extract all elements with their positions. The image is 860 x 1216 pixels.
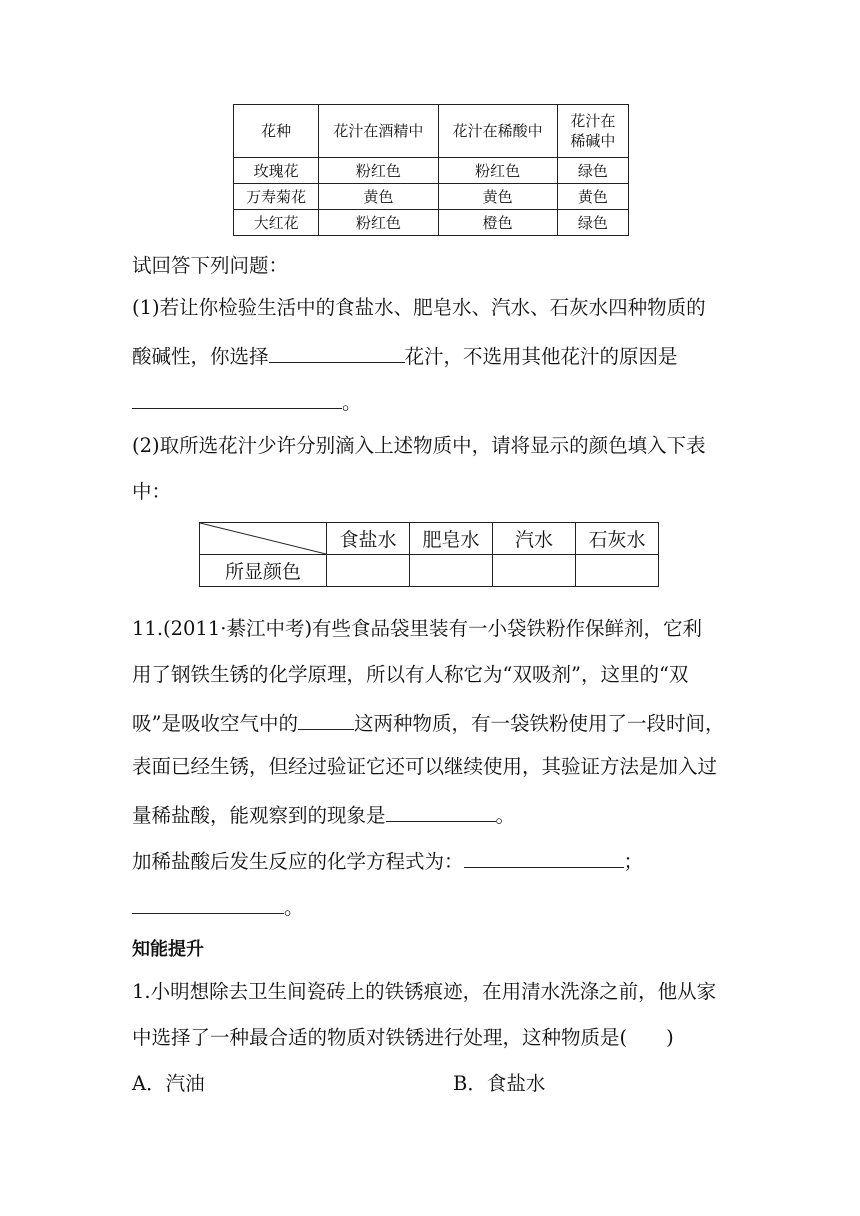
- q11-text-c: 量稀盐酸，能观察到的现象是: [132, 804, 386, 827]
- table-header-cell: 石灰水: [576, 523, 659, 555]
- q11-text-a: 吸”是吸收空气中的: [132, 712, 298, 735]
- diagonal-corner-cell: [200, 523, 327, 555]
- table-row: [234, 210, 629, 236]
- q2-line1: (2)取所选花汁少许分别滴入上述物质中，请将显示的颜色填入下表: [132, 434, 706, 457]
- answer-cell[interactable]: [327, 555, 410, 587]
- table-row: [234, 158, 629, 184]
- table-cell: 橙色: [438, 210, 557, 236]
- row-label: 所显颜色: [200, 555, 327, 587]
- table-cell: 粉红色: [319, 210, 438, 236]
- diagonal-line: [200, 523, 326, 554]
- answer-blank[interactable]: [132, 388, 342, 409]
- table-header-cell: 花种: [234, 105, 319, 158]
- answer-blank[interactable]: [298, 709, 354, 730]
- table-cell: 绿色: [557, 210, 628, 236]
- table-header-row: [200, 523, 659, 555]
- table-row: [200, 555, 659, 587]
- table-cell: 黄色: [319, 184, 438, 210]
- q11-line7: [132, 893, 304, 920]
- q1-line2: [132, 342, 678, 369]
- table-header-cell: [557, 105, 628, 158]
- q11-line6: [132, 847, 643, 874]
- answer-cell[interactable]: [410, 555, 493, 587]
- table-row: [234, 184, 629, 210]
- q1-line3: [132, 388, 362, 415]
- option-a[interactable]: A．汽油: [132, 1072, 205, 1095]
- q11-end: 。: [495, 804, 516, 827]
- table-cell: 黄色: [557, 184, 628, 210]
- p1-line1: 1.小明想除去卫生间瓷砖上的铁锈痕迹，在用清水洗涤之前，他从家: [132, 980, 717, 1003]
- header-line: 花汁在: [570, 112, 616, 130]
- table-cell: 粉红色: [319, 158, 438, 184]
- q11-line4: 表面已经生锈，但经过验证它还可以继续使用，其验证方法是加入过: [132, 755, 718, 778]
- table-cell: 玫瑰花: [234, 158, 319, 184]
- table-cell: 大红花: [234, 210, 319, 236]
- table-header-cell: 花汁在稀酸中: [438, 105, 557, 158]
- answer-cell[interactable]: [493, 555, 576, 587]
- table-header-cell: 肥皂水: [410, 523, 493, 555]
- q11-text-b: 这两种物质，有一袋铁粉使用了一段时间，: [353, 712, 725, 735]
- header-line: 稀碱中: [570, 132, 616, 150]
- answer-blank[interactable]: [386, 801, 496, 822]
- table-header-cell: 花汁在酒精中: [319, 105, 438, 158]
- answer-cell[interactable]: [576, 555, 659, 587]
- q2-line2: 中：: [132, 480, 172, 503]
- q1-line1: (1)若让你检验生活中的食盐水、肥皂水、汽水、石灰水四种物质的: [132, 296, 706, 319]
- p1-line2: 中选择了一种最合适的物质对铁锈进行处理，这种物质是( ): [132, 1026, 674, 1049]
- q11-semicolon: ；: [623, 850, 644, 873]
- q11-line2: 用了钢铁生锈的化学原理，所以有人称它为“双吸剂”，这里的“双: [132, 663, 689, 686]
- q1-text-a: 酸碱性，你选择: [132, 345, 269, 368]
- q1-text-b: 花汁，不选用其他花汁的原因是: [404, 345, 678, 368]
- table-header-cell: 汽水: [493, 523, 576, 555]
- answer-blank[interactable]: [269, 342, 405, 363]
- table-cell: 黄色: [438, 184, 557, 210]
- table-cell: 绿色: [557, 158, 628, 184]
- table-header-row: [234, 105, 629, 158]
- q11-line5: [132, 801, 515, 828]
- q1-end: 。: [342, 391, 362, 414]
- answer-blank[interactable]: [132, 893, 284, 914]
- q11-line1: 11.(2011·綦江中考)有些食品袋里装有一小袋铁粉作保鲜剂，它利: [132, 617, 703, 640]
- option-b[interactable]: B．食盐水: [453, 1072, 546, 1095]
- q11-text-d: 加稀盐酸后发生反应的化学方程式为：: [132, 850, 464, 873]
- answer-blank[interactable]: [464, 847, 624, 868]
- flower-juice-table: [233, 104, 629, 236]
- table-header-cell: 食盐水: [327, 523, 410, 555]
- q11-line3: [132, 709, 725, 736]
- section-title: 知能提升: [132, 939, 204, 960]
- color-answer-table: [199, 522, 659, 587]
- table-cell: 万寿菊花: [234, 184, 319, 210]
- q11-end: 。: [284, 896, 304, 919]
- table-cell: 粉红色: [438, 158, 557, 184]
- intro-text: 试回答下列问题：: [132, 254, 289, 277]
